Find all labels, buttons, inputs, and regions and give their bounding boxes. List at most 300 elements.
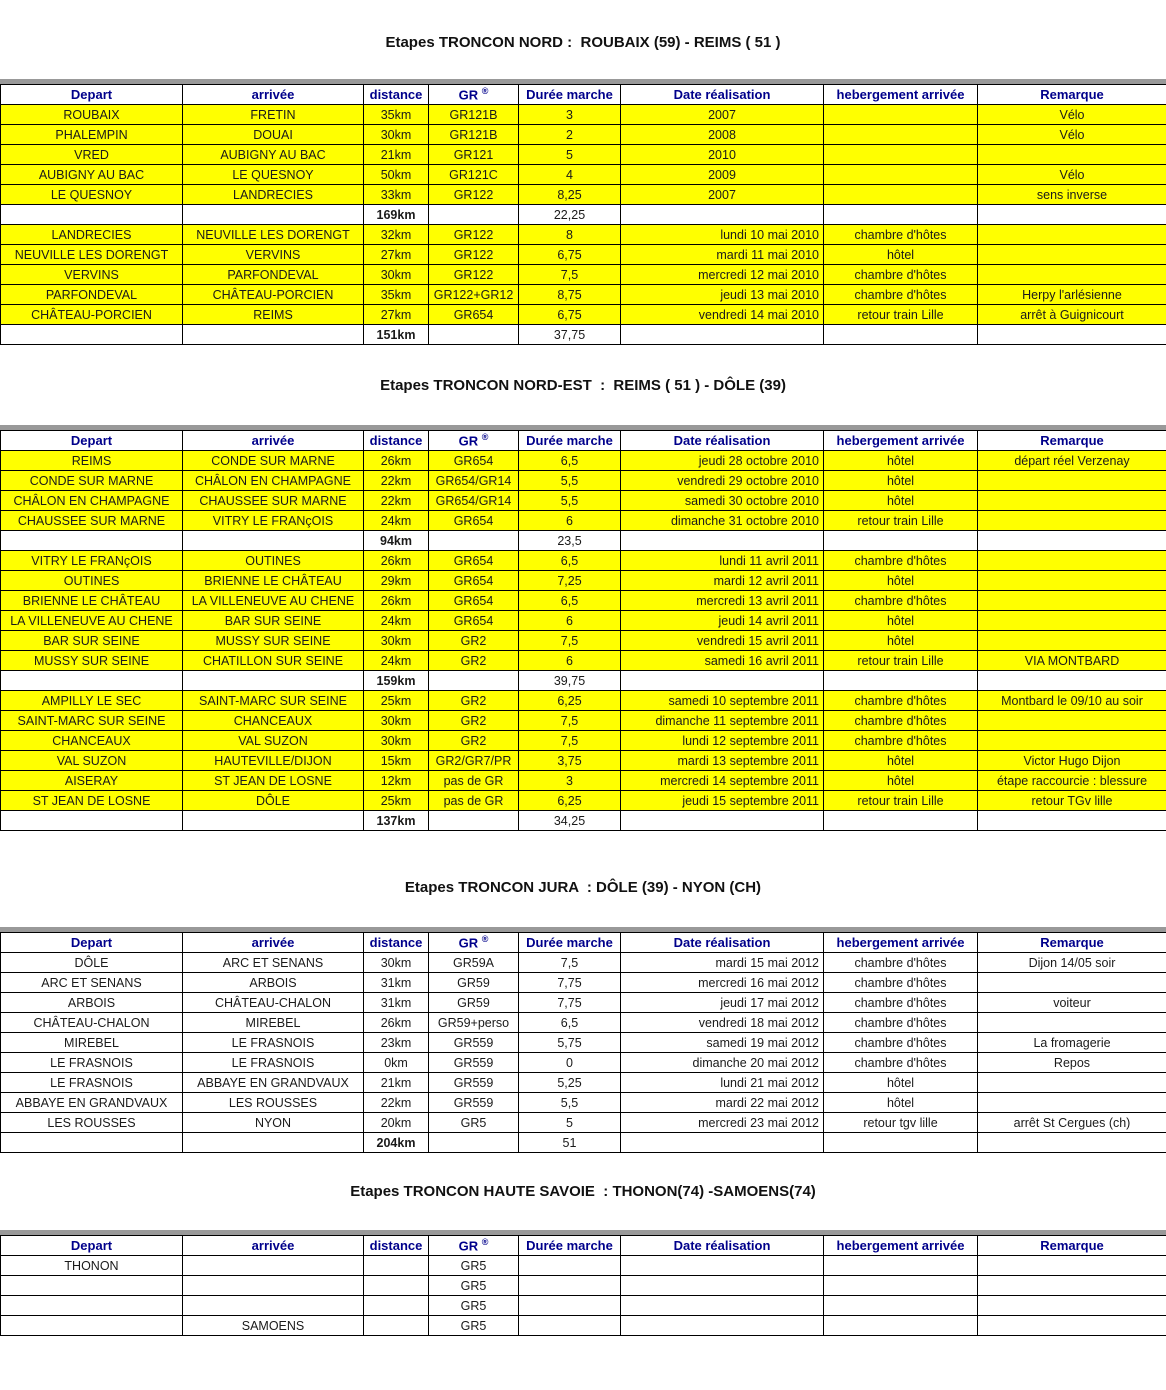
cell: CHÂLON EN CHAMPAGNE	[183, 471, 364, 491]
cell: 6,5	[519, 591, 621, 611]
cell: 39,75	[519, 671, 621, 691]
cell: Montbard le 09/10 au soir	[978, 691, 1166, 711]
cell: 24km	[364, 511, 429, 531]
stage-row	[1, 491, 1166, 511]
cell: mardi 13 septembre 2011	[621, 751, 824, 771]
cell: LE QUESNOY	[1, 185, 183, 205]
column-header: GR ®	[429, 1236, 519, 1256]
cell: 37,75	[519, 325, 621, 345]
cell	[978, 205, 1166, 225]
column-header: Date réalisation	[621, 1236, 824, 1256]
cell: 94km	[364, 531, 429, 551]
cell	[429, 531, 519, 551]
cell: 5,25	[519, 1073, 621, 1093]
stage-row	[1, 145, 1166, 165]
cell: CHAUSSEE SUR MARNE	[183, 491, 364, 511]
cell	[978, 1316, 1166, 1336]
cell: DÔLE	[183, 791, 364, 811]
cell: 5,75	[519, 1033, 621, 1053]
cell: VIA MONTBARD	[978, 651, 1166, 671]
cell: La fromagerie	[978, 1033, 1166, 1053]
stage-row	[1, 265, 1166, 285]
cell: DÔLE	[1, 953, 183, 973]
cell: GR59A	[429, 953, 519, 973]
cell: GR654	[429, 591, 519, 611]
column-header: Depart	[1, 431, 183, 451]
cell: lundi 10 mai 2010	[621, 225, 824, 245]
cell	[978, 731, 1166, 751]
cell: Victor Hugo Dijon	[978, 751, 1166, 771]
cell: GR2	[429, 711, 519, 731]
cell	[978, 1256, 1166, 1276]
cell: 25km	[364, 791, 429, 811]
stage-row	[1, 125, 1166, 145]
cell: 7,5	[519, 953, 621, 973]
cell	[183, 1133, 364, 1153]
stage-row	[1, 185, 1166, 205]
cell: hôtel	[824, 611, 978, 631]
cell: VITRY LE FRANçOIS	[183, 511, 364, 531]
cell: chambre d'hôtes	[824, 1033, 978, 1053]
stage-row	[1, 511, 1166, 531]
cell	[621, 325, 824, 345]
cell	[978, 631, 1166, 651]
cell: CHATILLON SUR SEINE	[183, 651, 364, 671]
cell	[978, 245, 1166, 265]
cell: pas de GR	[429, 791, 519, 811]
cell: GR654	[429, 511, 519, 531]
cell	[621, 1296, 824, 1316]
cell	[183, 1276, 364, 1296]
cell	[978, 551, 1166, 571]
cell: mercredi 12 mai 2010	[621, 265, 824, 285]
cell: hôtel	[824, 751, 978, 771]
cell: PHALEMPIN	[1, 125, 183, 145]
cell: ARC ET SENANS	[183, 953, 364, 973]
cell	[183, 1296, 364, 1316]
cell: 51	[519, 1133, 621, 1153]
stage-row	[1, 571, 1166, 591]
stage-row	[1, 451, 1166, 471]
cell: 20km	[364, 1113, 429, 1133]
cell	[429, 205, 519, 225]
cell: GR654	[429, 451, 519, 471]
cell: 30km	[364, 711, 429, 731]
cell	[978, 491, 1166, 511]
cell: CONDE SUR MARNE	[1, 471, 183, 491]
cell: GR2/GR7/PR	[429, 751, 519, 771]
cell: GR121C	[429, 165, 519, 185]
cell: AUBIGNY AU BAC	[1, 165, 183, 185]
column-header: Remarque	[978, 431, 1166, 451]
cell: lundi 21 mai 2012	[621, 1073, 824, 1093]
column-header: distance	[364, 933, 429, 953]
section-troncon-jura	[0, 878, 1166, 1153]
cell	[183, 811, 364, 831]
cell: hôtel	[824, 491, 978, 511]
column-header: distance	[364, 431, 429, 451]
cell: retour train Lille	[824, 305, 978, 325]
column-header: Depart	[1, 933, 183, 953]
cell: vendredi 15 avril 2011	[621, 631, 824, 651]
cell: ST JEAN DE LOSNE	[1, 791, 183, 811]
cell: 6	[519, 611, 621, 631]
cell	[429, 811, 519, 831]
cell	[621, 1256, 824, 1276]
cell: LES ROUSSES	[183, 1093, 364, 1113]
worksheet	[0, 33, 1166, 1336]
cell: NEUVILLE LES DORENGT	[1, 245, 183, 265]
cell: LE FRASNOIS	[1, 1053, 183, 1073]
cell	[183, 205, 364, 225]
cell: lundi 11 avril 2011	[621, 551, 824, 571]
cell: CHAUSSEE SUR MARNE	[1, 511, 183, 531]
cell: sens inverse	[978, 185, 1166, 205]
cell	[1, 811, 183, 831]
cell: 25km	[364, 691, 429, 711]
cell: 8	[519, 225, 621, 245]
cell	[978, 471, 1166, 491]
stage-row	[1, 551, 1166, 571]
cell: SAINT-MARC SUR SEINE	[1, 711, 183, 731]
cell: 35km	[364, 105, 429, 125]
column-header: GR ®	[429, 933, 519, 953]
cell: 6,25	[519, 691, 621, 711]
cell	[183, 531, 364, 551]
cell: BAR SUR SEINE	[1, 631, 183, 651]
cell: VAL SUZON	[183, 731, 364, 751]
cell	[824, 325, 978, 345]
cell: 21km	[364, 145, 429, 165]
cell: GR5	[429, 1316, 519, 1336]
cell: OUTINES	[183, 551, 364, 571]
cell: ARBOIS	[183, 973, 364, 993]
cell	[824, 1276, 978, 1296]
cell: AMPILLY LE SEC	[1, 691, 183, 711]
cell: dimanche 20 mai 2012	[621, 1053, 824, 1073]
cell: chambre d'hôtes	[824, 953, 978, 973]
cell: étape raccourcie : blessure	[978, 771, 1166, 791]
cell: hôtel	[824, 451, 978, 471]
cell	[824, 1133, 978, 1153]
stage-row	[1, 245, 1166, 265]
cell: GR5	[429, 1296, 519, 1316]
cell: CHÂTEAU-CHALON	[183, 993, 364, 1013]
cell: arrêt St Cergues (ch)	[978, 1113, 1166, 1133]
section-title: Etapes TRONCON JURA : DÔLE (39) - NYON (CH)	[0, 878, 1166, 898]
cell: GR654	[429, 551, 519, 571]
column-header: hebergement arrivée	[824, 431, 978, 451]
stage-row	[1, 1053, 1166, 1073]
cell	[824, 125, 978, 145]
cell	[183, 1256, 364, 1276]
cell: 6,5	[519, 1013, 621, 1033]
cell: vendredi 18 mai 2012	[621, 1013, 824, 1033]
cell: THONON	[1, 1256, 183, 1276]
column-header: Durée marche	[519, 933, 621, 953]
cell: chambre d'hôtes	[824, 691, 978, 711]
cell	[824, 105, 978, 125]
cell: pas de GR	[429, 771, 519, 791]
cell: VERVINS	[1, 265, 183, 285]
cell: ABBAYE EN GRANDVAUX	[183, 1073, 364, 1093]
stage-row	[1, 691, 1166, 711]
header-row	[1, 933, 1166, 953]
column-header: Remarque	[978, 933, 1166, 953]
stage-row	[1, 953, 1166, 973]
cell	[621, 1276, 824, 1296]
section-troncon-nord-est	[0, 376, 1166, 831]
stage-row	[1, 631, 1166, 651]
stage-row	[1, 751, 1166, 771]
cell: 29km	[364, 571, 429, 591]
column-header: arrivée	[183, 85, 364, 105]
cell: retour train Lille	[824, 791, 978, 811]
cell: hôtel	[824, 471, 978, 491]
cell: 6	[519, 651, 621, 671]
cell: REIMS	[1, 451, 183, 471]
stage-row	[1, 305, 1166, 325]
stage-row	[1, 1013, 1166, 1033]
cell: GR122	[429, 265, 519, 285]
column-header: hebergement arrivée	[824, 933, 978, 953]
cell: chambre d'hôtes	[824, 551, 978, 571]
cell	[978, 1093, 1166, 1113]
cell: mardi 22 mai 2012	[621, 1093, 824, 1113]
cell: GR5	[429, 1276, 519, 1296]
column-header: Durée marche	[519, 1236, 621, 1256]
cell: samedi 16 avril 2011	[621, 651, 824, 671]
cell: retour train Lille	[824, 511, 978, 531]
cell	[978, 973, 1166, 993]
cell: dimanche 11 septembre 2011	[621, 711, 824, 731]
cell: chambre d'hôtes	[824, 1013, 978, 1033]
cell: jeudi 15 septembre 2011	[621, 791, 824, 811]
cell	[978, 1013, 1166, 1033]
cell: chambre d'hôtes	[824, 265, 978, 285]
cell	[978, 1276, 1166, 1296]
total-row	[1, 325, 1166, 345]
cell: 5	[519, 1113, 621, 1133]
cell: 6,25	[519, 791, 621, 811]
stage-row	[1, 225, 1166, 245]
cell: GR654/GR14	[429, 491, 519, 511]
cell: 30km	[364, 265, 429, 285]
stage-row	[1, 993, 1166, 1013]
stages-table-jura	[0, 932, 1166, 1153]
cell: BRIENNE LE CHÂTEAU	[1, 591, 183, 611]
cell: GR559	[429, 1033, 519, 1053]
cell	[1, 531, 183, 551]
cell: samedi 19 mai 2012	[621, 1033, 824, 1053]
cell: GR2	[429, 731, 519, 751]
cell: 6	[519, 511, 621, 531]
cell: retour tgv lille	[824, 1113, 978, 1133]
cell: LE FRASNOIS	[183, 1033, 364, 1053]
cell: hôtel	[824, 771, 978, 791]
cell: MUSSY SUR SEINE	[1, 651, 183, 671]
cell: CHÂTEAU-CHALON	[1, 1013, 183, 1033]
cell: mardi 15 mai 2012	[621, 953, 824, 973]
cell: 5,5	[519, 471, 621, 491]
stage-row	[1, 711, 1166, 731]
total-row	[1, 811, 1166, 831]
stage-row	[1, 1073, 1166, 1093]
cell: lundi 12 septembre 2011	[621, 731, 824, 751]
cell	[978, 145, 1166, 165]
cell: 26km	[364, 451, 429, 471]
cell	[978, 1133, 1166, 1153]
cell	[824, 671, 978, 691]
cell: LANDRECIES	[183, 185, 364, 205]
column-header: GR ®	[429, 431, 519, 451]
cell: 3	[519, 105, 621, 125]
cell: GR122	[429, 245, 519, 265]
cell: mercredi 13 avril 2011	[621, 591, 824, 611]
cell	[978, 611, 1166, 631]
cell: chambre d'hôtes	[824, 1053, 978, 1073]
stage-row	[1, 285, 1166, 305]
cell: AUBIGNY AU BAC	[183, 145, 364, 165]
cell	[519, 1276, 621, 1296]
stage-row	[1, 771, 1166, 791]
cell	[824, 185, 978, 205]
cell	[621, 1316, 824, 1336]
cell: 50km	[364, 165, 429, 185]
cell	[1, 1296, 183, 1316]
cell: 26km	[364, 591, 429, 611]
total-row	[1, 671, 1166, 691]
cell: jeudi 14 avril 2011	[621, 611, 824, 631]
cell: LE FRASNOIS	[1, 1073, 183, 1093]
cell: SAINT-MARC SUR SEINE	[183, 691, 364, 711]
cell: ARC ET SENANS	[1, 973, 183, 993]
cell: VRED	[1, 145, 183, 165]
cell	[183, 325, 364, 345]
stage-row	[1, 105, 1166, 125]
cell: hôtel	[824, 1093, 978, 1113]
cell: BAR SUR SEINE	[183, 611, 364, 631]
column-header: Date réalisation	[621, 933, 824, 953]
column-header: arrivée	[183, 431, 364, 451]
cell: chambre d'hôtes	[824, 711, 978, 731]
column-header: hebergement arrivée	[824, 85, 978, 105]
cell: VERVINS	[183, 245, 364, 265]
header-row	[1, 1236, 1166, 1256]
cell: VAL SUZON	[1, 751, 183, 771]
cell: 7,5	[519, 731, 621, 751]
stage-row	[1, 1113, 1166, 1133]
section-title: Etapes TRONCON HAUTE SAVOIE : THONON(74) -SAMOENS(74)	[0, 1182, 1166, 1202]
cell: CONDE SUR MARNE	[183, 451, 364, 471]
cell: mercredi 16 mai 2012	[621, 973, 824, 993]
cell: 26km	[364, 1013, 429, 1033]
cell: 21km	[364, 1073, 429, 1093]
cell	[978, 571, 1166, 591]
cell: 22,25	[519, 205, 621, 225]
cell: samedi 10 septembre 2011	[621, 691, 824, 711]
cell: vendredi 14 mai 2010	[621, 305, 824, 325]
cell: chambre d'hôtes	[824, 973, 978, 993]
cell: 32km	[364, 225, 429, 245]
cell: 204km	[364, 1133, 429, 1153]
total-row	[1, 531, 1166, 551]
cell	[364, 1256, 429, 1276]
cell: CHÂLON EN CHAMPAGNE	[1, 491, 183, 511]
cell: 4	[519, 165, 621, 185]
cell: 5	[519, 145, 621, 165]
cell: GR121B	[429, 105, 519, 125]
cell: mercredi 14 septembre 2011	[621, 771, 824, 791]
column-header: GR ®	[429, 85, 519, 105]
cell: 151km	[364, 325, 429, 345]
column-header: distance	[364, 1236, 429, 1256]
cell: LA VILLENEUVE AU CHENE	[1, 611, 183, 631]
cell: ROUBAIX	[1, 105, 183, 125]
cell: 7,75	[519, 973, 621, 993]
cell: Vélo	[978, 105, 1166, 125]
cell: CHANCEAUX	[183, 711, 364, 731]
section-title: Etapes TRONCON NORD-EST : REIMS ( 51 ) - DÔLE (39)	[0, 376, 1166, 396]
section-troncon-haute-savoie	[0, 1182, 1166, 1336]
cell: 26km	[364, 551, 429, 571]
cell	[824, 1256, 978, 1276]
cell: 0	[519, 1053, 621, 1073]
cell: GR654	[429, 571, 519, 591]
stage-row	[1, 1256, 1166, 1276]
cell: 24km	[364, 611, 429, 631]
cell: 12km	[364, 771, 429, 791]
cell: CHÂTEAU-PORCIEN	[183, 285, 364, 305]
cell: 27km	[364, 305, 429, 325]
column-header: Remarque	[978, 85, 1166, 105]
column-header: Date réalisation	[621, 431, 824, 451]
cell: 30km	[364, 125, 429, 145]
cell: GR559	[429, 1093, 519, 1113]
cell: PARFONDEVAL	[1, 285, 183, 305]
cell: hôtel	[824, 1073, 978, 1093]
cell	[429, 1133, 519, 1153]
cell: NYON	[183, 1113, 364, 1133]
cell: arrêt à Guignicourt	[978, 305, 1166, 325]
cell: ST JEAN DE LOSNE	[183, 771, 364, 791]
cell: 23km	[364, 1033, 429, 1053]
cell: LANDRECIES	[1, 225, 183, 245]
cell: 2007	[621, 105, 824, 125]
cell: SAMOENS	[183, 1316, 364, 1336]
column-header: Date réalisation	[621, 85, 824, 105]
cell: 24km	[364, 651, 429, 671]
cell: 2010	[621, 145, 824, 165]
cell: BRIENNE LE CHÂTEAU	[183, 571, 364, 591]
cell	[621, 1133, 824, 1153]
cell	[364, 1316, 429, 1336]
cell	[429, 325, 519, 345]
header-row	[1, 85, 1166, 105]
stage-row	[1, 1093, 1166, 1113]
stage-row	[1, 611, 1166, 631]
cell: 30km	[364, 731, 429, 751]
cell: REIMS	[183, 305, 364, 325]
cell: PARFONDEVAL	[183, 265, 364, 285]
cell: 31km	[364, 993, 429, 1013]
cell: GR2	[429, 631, 519, 651]
cell: 23,5	[519, 531, 621, 551]
cell: GR122	[429, 185, 519, 205]
cell: FRETIN	[183, 105, 364, 125]
cell: retour train Lille	[824, 651, 978, 671]
cell	[364, 1296, 429, 1316]
